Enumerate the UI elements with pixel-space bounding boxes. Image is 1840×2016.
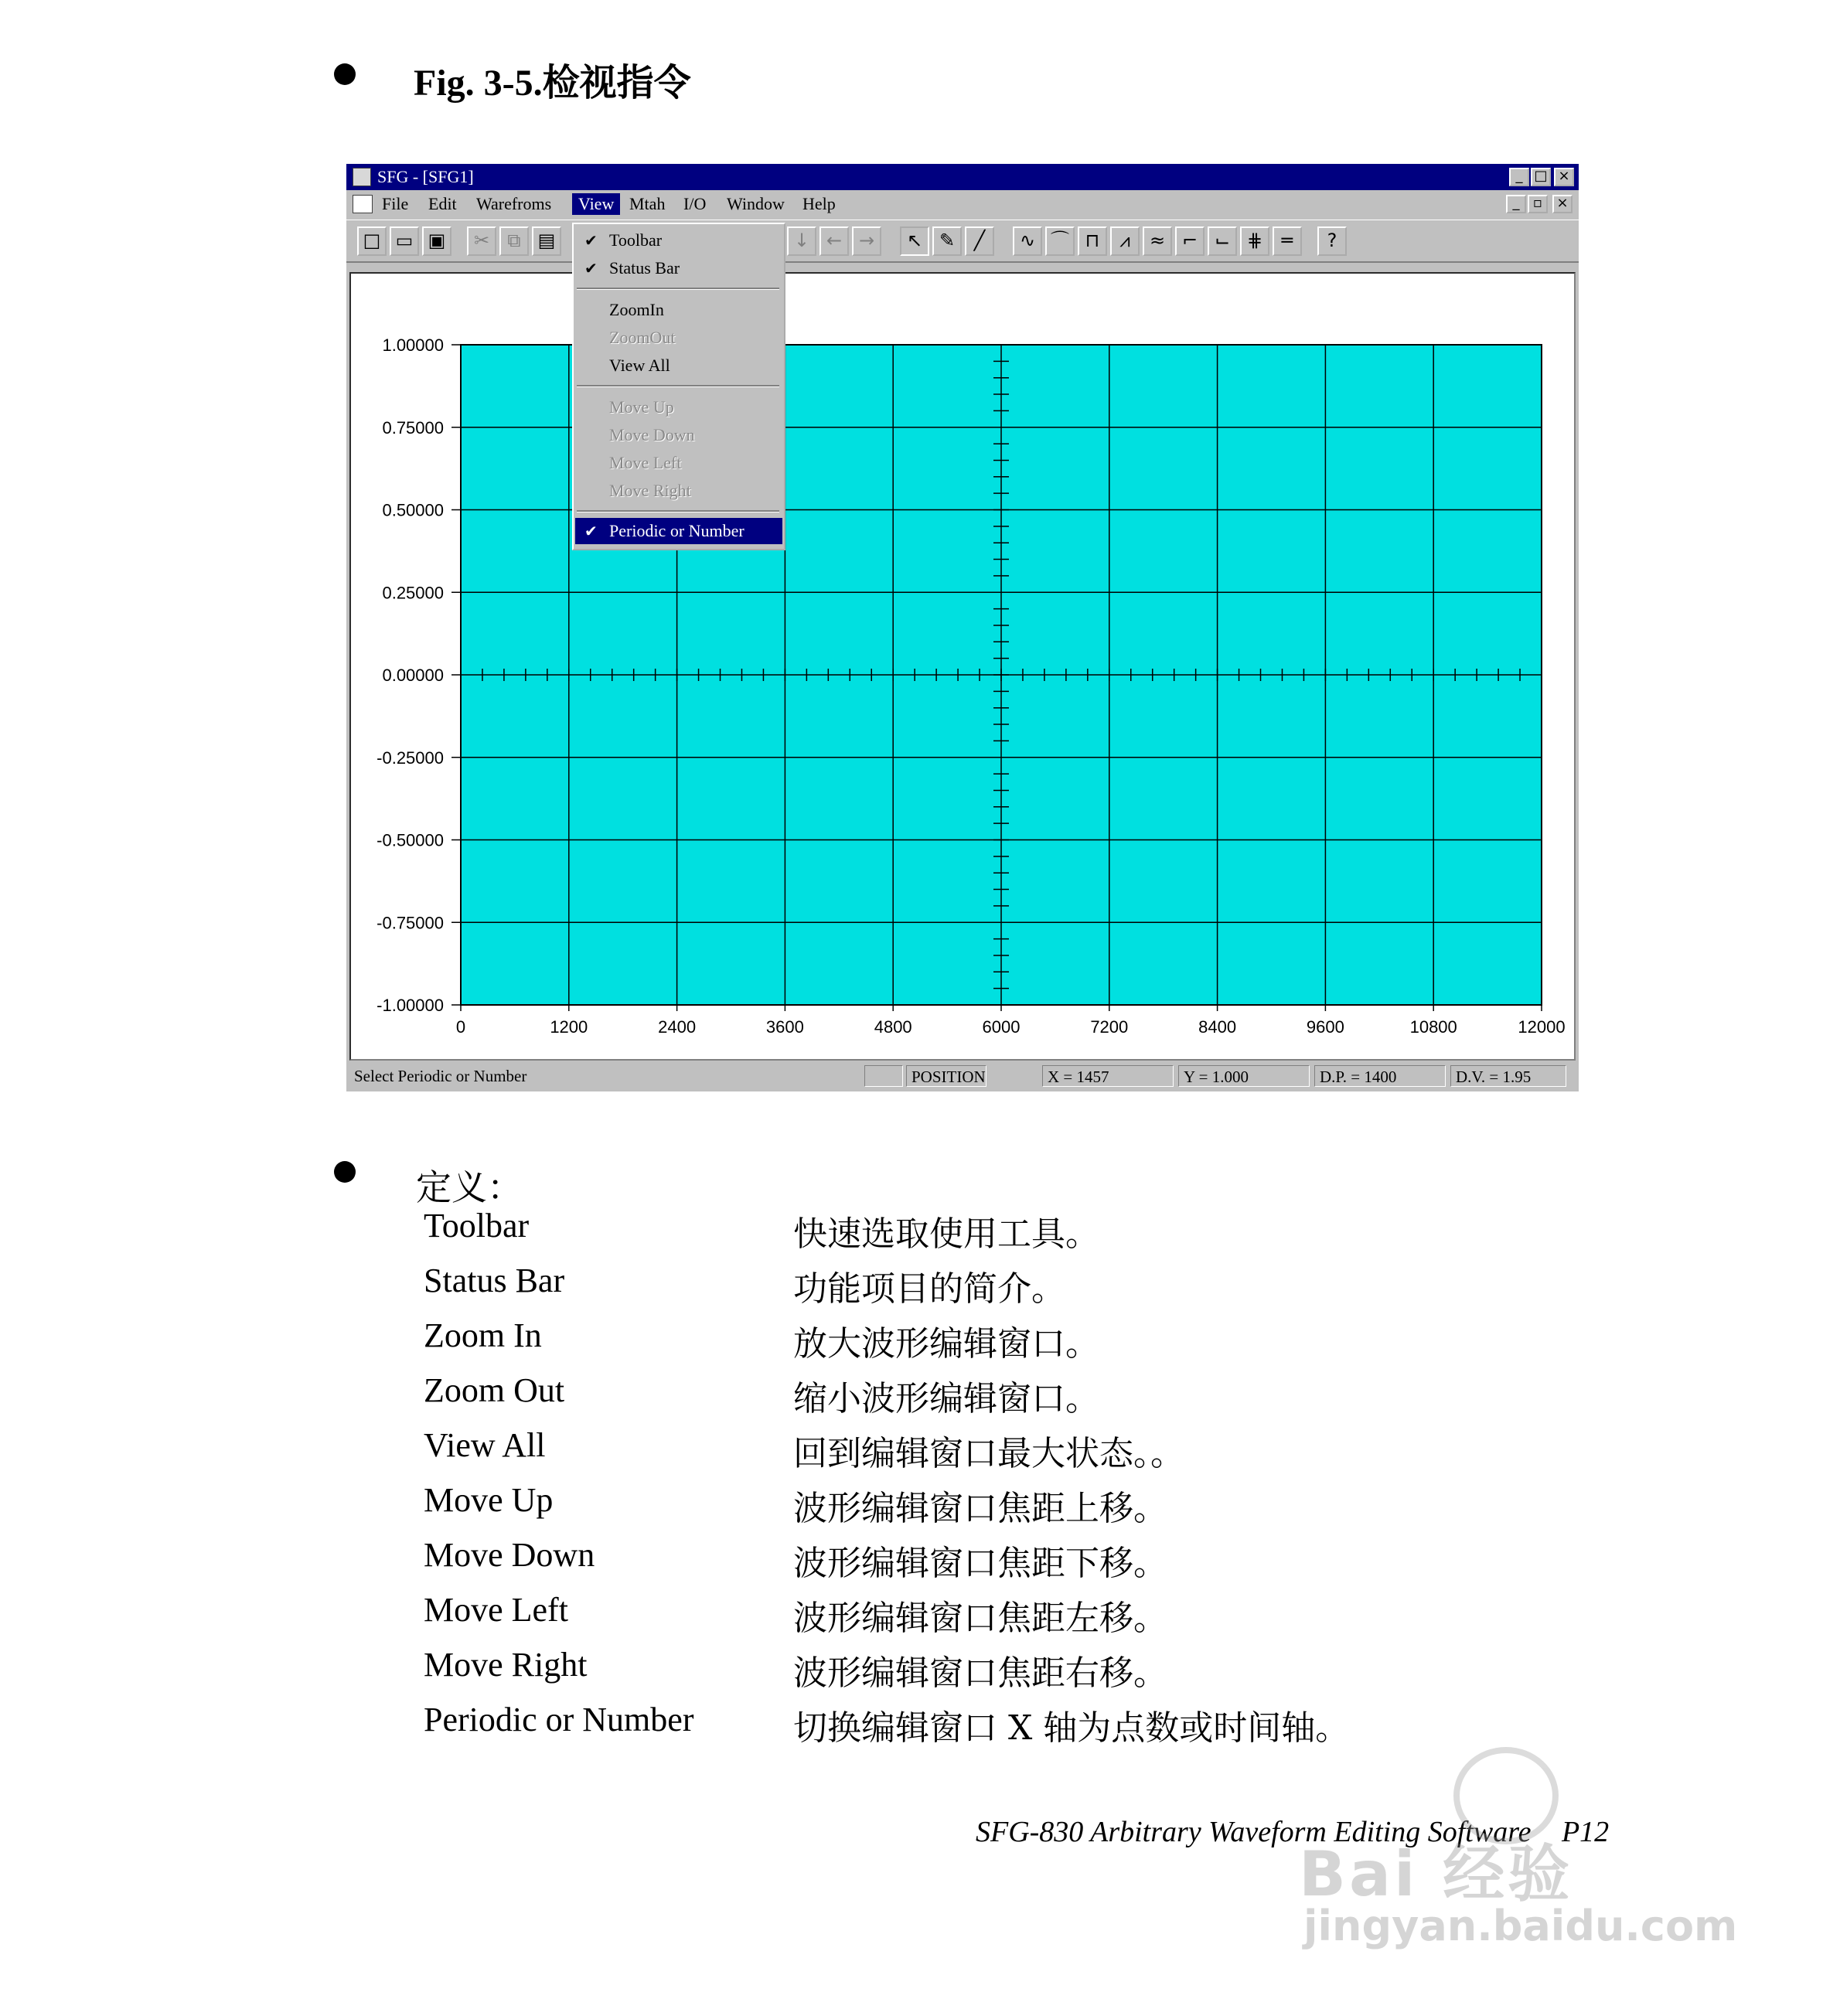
doc-restore-button[interactable]: ▫ <box>1528 195 1548 213</box>
title-bar <box>346 164 1579 190</box>
term: Move Right <box>424 1646 588 1684</box>
description: 功能项目的简介。 <box>793 1269 1065 1309</box>
x-tick-label: 9600 <box>1306 1017 1344 1037</box>
arrow-left-icon[interactable]: ← <box>819 226 849 256</box>
page-number: P12 <box>1561 1816 1610 1848</box>
exp-rise-icon[interactable]: ⌐ <box>1175 226 1205 256</box>
x-tick-label: 3600 <box>765 1017 804 1037</box>
description: 放大波形编辑窗口。 <box>793 1324 1099 1364</box>
status-x: X = 1457 <box>1042 1065 1174 1087</box>
description: 波形编辑窗口焦距上移。 <box>793 1489 1167 1528</box>
status-y: Y = 1.000 <box>1178 1065 1310 1087</box>
y-tick-label: 0.00000 <box>382 666 444 685</box>
menu-item-zoom-out[interactable]: ZoomOut <box>609 328 676 347</box>
cut-icon[interactable]: ✂ <box>467 226 496 256</box>
description: 波形编辑窗口焦距右移。 <box>793 1653 1167 1693</box>
footer-text: SFG-830 Arbitrary Waveform Editing Software <box>976 1816 1532 1848</box>
x-tick-label: 4800 <box>874 1017 912 1037</box>
new-file-icon[interactable]: □ <box>357 226 387 256</box>
waveform-editor[interactable] <box>349 272 1576 1061</box>
toolbar <box>346 220 1579 263</box>
arrow-right-icon[interactable]: → <box>852 226 881 256</box>
menu-item-view-all[interactable]: View All <box>609 356 670 375</box>
noise-wave-icon[interactable]: ≈ <box>1143 226 1172 256</box>
figure-title: Fig. 3-5.检视指令 <box>414 63 691 104</box>
definitions-heading: 定义： <box>416 1166 523 1208</box>
menu-waveforms[interactable]: Warefroms <box>476 194 552 213</box>
y-tick-label: 0.75000 <box>382 417 444 438</box>
window-title: SFG - [SFG1] <box>377 167 474 186</box>
baidu-watermark <box>1299 1747 1738 1950</box>
menu-separator <box>577 510 779 513</box>
description: 缩小波形编辑窗口。 <box>793 1379 1099 1418</box>
open-folder-icon[interactable]: ▭ <box>390 226 419 256</box>
menu-math[interactable]: Mtah <box>629 194 666 213</box>
burst-icon[interactable]: ⋕ <box>1240 226 1269 256</box>
view-dropdown-menu <box>572 223 785 550</box>
menu-separator <box>577 288 779 290</box>
menu-bar <box>346 190 1579 218</box>
term: Move Left <box>424 1591 568 1629</box>
menu-item-move-down[interactable]: Move Down <box>609 425 695 444</box>
menu-item-periodic-or-number[interactable]: ✔ Periodic or Number <box>575 518 782 544</box>
y-tick-label: -0.50000 <box>377 830 444 850</box>
doc-close-button[interactable]: × <box>1552 195 1573 213</box>
status-message: Select Periodic or Number <box>354 1067 527 1085</box>
menu-help[interactable]: Help <box>802 194 836 213</box>
check-icon: ✔ <box>584 231 598 250</box>
term: Move Up <box>424 1481 554 1519</box>
sine-wave-icon[interactable]: ∿ <box>1013 226 1042 256</box>
status-blank <box>864 1065 903 1087</box>
help-icon[interactable]: ? <box>1317 226 1347 256</box>
half-sine-icon[interactable]: ⌒ <box>1045 226 1075 256</box>
menu-file[interactable]: File <box>382 194 409 213</box>
menu-edit[interactable]: Edit <box>428 194 457 213</box>
menu-separator <box>577 385 779 387</box>
term: Move Down <box>424 1536 595 1574</box>
save-icon[interactable]: ▣ <box>422 226 451 256</box>
description: 切换编辑窗口 X 轴为点数或时间轴。 <box>793 1708 1350 1748</box>
x-tick-label: 2400 <box>658 1017 697 1037</box>
description: 快速选取使用工具。 <box>793 1214 1099 1254</box>
arrow-down-icon[interactable]: ↓ <box>787 226 816 256</box>
term: Status Bar <box>424 1262 565 1299</box>
pencil-icon[interactable]: ✎ <box>932 226 962 256</box>
app-icon <box>353 168 371 186</box>
menu-item-status-bar[interactable]: ✔ Status Bar <box>575 255 782 281</box>
x-tick-label: 8400 <box>1198 1017 1237 1037</box>
paste-icon[interactable]: ▤ <box>532 226 561 256</box>
dc-icon[interactable]: ═ <box>1273 226 1302 256</box>
square-wave-icon[interactable]: ⊓ <box>1078 226 1107 256</box>
copy-icon[interactable]: ⧉ <box>499 226 529 256</box>
menu-item-zoom-in[interactable]: ZoomIn <box>609 300 664 319</box>
app-window <box>346 164 1579 1091</box>
x-tick-label: 10800 <box>1409 1017 1457 1037</box>
exp-fall-icon[interactable]: ⌙ <box>1208 226 1237 256</box>
menu-item-move-up[interactable]: Move Up <box>609 397 674 417</box>
document-icon[interactable] <box>353 195 373 213</box>
waveform-chart[interactable] <box>351 274 1574 1059</box>
description: 回到编辑窗口最大状态。。 <box>793 1434 1184 1473</box>
menu-view[interactable]: View <box>572 193 620 215</box>
term: Zoom Out <box>424 1371 565 1409</box>
line-icon[interactable]: ╱ <box>965 226 994 256</box>
watermark-brand: Bai 经验 <box>1299 1838 1573 1910</box>
menu-item-toolbar[interactable]: ✔ Toolbar <box>575 227 782 254</box>
description: 波形编辑窗口焦距左移。 <box>793 1599 1167 1638</box>
menu-io[interactable]: I/O <box>683 194 707 213</box>
term: View All <box>424 1426 546 1464</box>
y-tick-label: 1.00000 <box>382 335 444 355</box>
x-tick-label: 0 <box>455 1017 466 1037</box>
ramp-wave-icon[interactable]: ⩘ <box>1110 226 1140 256</box>
menu-window[interactable]: Window <box>727 194 785 213</box>
status-dv: D.V. = 1.95 <box>1450 1065 1566 1087</box>
x-tick-label: 7200 <box>1090 1017 1129 1037</box>
bullet <box>334 63 356 85</box>
status-bar <box>346 1062 1579 1090</box>
description: 波形编辑窗口焦距下移。 <box>793 1544 1167 1583</box>
doc-minimize-button[interactable]: _ <box>1506 195 1526 213</box>
x-tick-label: 12000 <box>1518 1017 1566 1037</box>
y-tick-label: -1.00000 <box>377 996 444 1015</box>
status-mode: POSITION <box>906 1065 986 1087</box>
y-tick-label: 0.50000 <box>382 500 444 520</box>
check-icon: ✔ <box>584 522 598 540</box>
check-icon: ✔ <box>584 259 598 278</box>
minimize-button[interactable]: _ <box>1509 168 1529 186</box>
maximize-button[interactable]: □ <box>1531 168 1551 186</box>
term: Zoom In <box>424 1316 542 1354</box>
menu-item-move-right[interactable]: Move Right <box>609 481 691 500</box>
status-dp: D.P. = 1400 <box>1314 1065 1446 1087</box>
x-tick-label: 6000 <box>982 1017 1021 1037</box>
term: Periodic or Number <box>424 1701 694 1738</box>
watermark-url: jingyan.baidu.com <box>1303 1902 1738 1950</box>
pointer-icon[interactable]: ↖ <box>900 226 929 256</box>
y-tick-label: 0.25000 <box>382 583 444 603</box>
y-tick-label: -0.25000 <box>377 747 444 768</box>
y-tick-label: -0.75000 <box>377 913 444 933</box>
close-button[interactable]: × <box>1554 168 1574 186</box>
term: Toolbar <box>424 1207 530 1245</box>
menu-item-move-left[interactable]: Move Left <box>609 453 682 472</box>
bullet <box>334 1161 356 1183</box>
x-tick-label: 1200 <box>550 1017 588 1037</box>
